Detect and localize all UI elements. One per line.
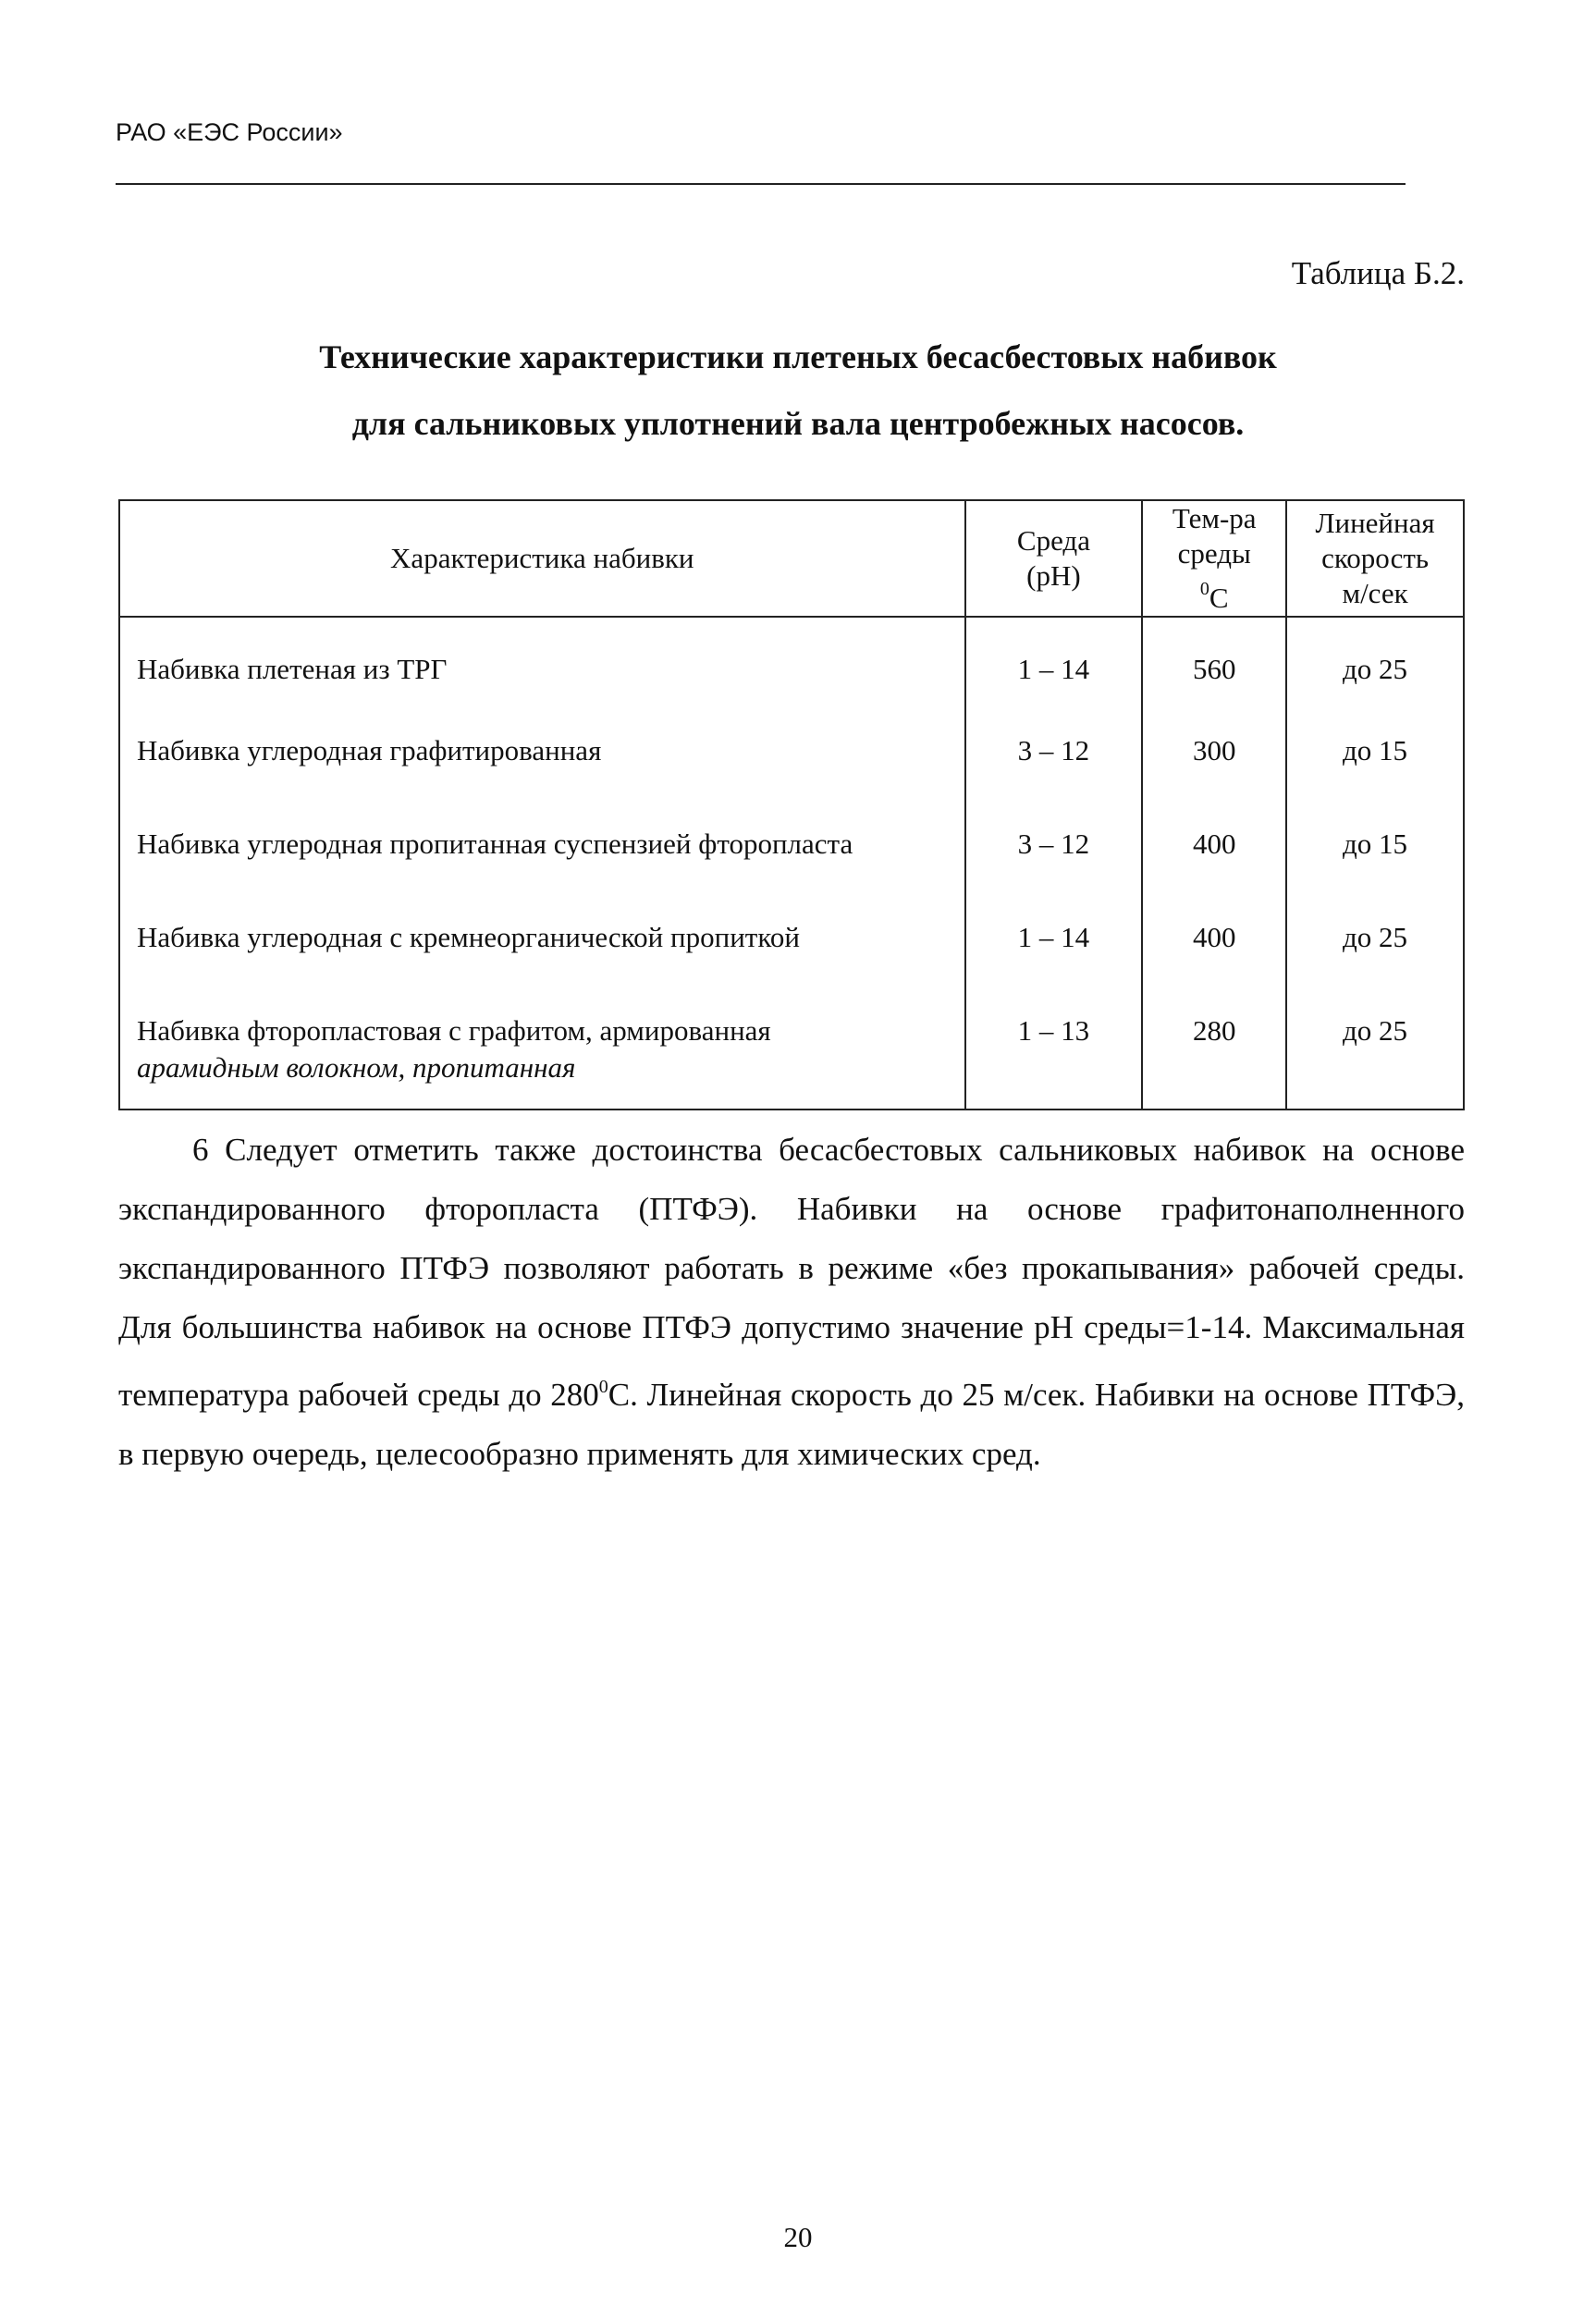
cell-temp: 560 — [1142, 617, 1286, 712]
paragraph-text — [118, 1121, 1465, 1484]
cell-name: Набивка углеродная графитированная — [119, 712, 965, 805]
cell-name: Набивка углеродная с кремнеорганической пропиткой — [119, 899, 965, 992]
degree-mark: 0 — [1199, 579, 1209, 599]
cell-name-line-1: Набивка фторопластовая с графитом, армированная — [137, 1014, 771, 1047]
table-row — [119, 992, 1464, 1110]
table-title-line-2: для сальниковых уплотнений вала центробежных насосов. — [351, 405, 1245, 442]
header-speed-line-3: м/сек — [1342, 577, 1408, 609]
header-temp-unit — [1143, 571, 1285, 616]
header-medium-line-1: Среда — [1016, 524, 1090, 557]
cell-ph: 1 – 14 — [965, 617, 1143, 712]
paragraph-part-1: 6 Следует отметить также достоинства бесасбестовых сальниковых набивок на основе экспандированного фторопласта (ПТФЭ). Набивки на основе графитонаполненного экспандированного ПТФЭ позволяют работать в режиме «без прокапывания» рабочей среды. Для большинства набивок на основе ПТФЭ допустимо значение pH среды=1-14. Максимальная температура рабочей среды до 280 — [118, 1132, 1465, 1413]
header-organization: РАО «ЕЭС России» — [116, 118, 343, 146]
cell-ph: 3 – 12 — [965, 712, 1143, 805]
cell-temp: 400 — [1142, 805, 1286, 899]
page-number: 20 — [783, 2221, 813, 2253]
table-title — [0, 324, 1596, 457]
cell-speed: до 15 — [1286, 805, 1464, 899]
cell-ph: 1 – 13 — [965, 992, 1143, 1110]
table-number: Таблица Б.2. — [1291, 255, 1465, 291]
header-medium-ph — [965, 500, 1143, 617]
cell-speed: до 25 — [1286, 899, 1464, 992]
body-paragraph — [118, 1121, 1465, 1484]
table-row — [119, 805, 1464, 899]
cell-ph: 3 – 12 — [965, 805, 1143, 899]
header-temp-line-1: Тем-ра — [1172, 502, 1257, 534]
degree-mark: 0 — [598, 1377, 608, 1397]
table-title-line-1: Технические характеристики плетеных бесасбестовых набивок — [319, 338, 1277, 375]
table-header-row — [119, 500, 1464, 617]
paragraph-part-2: С. Линейная скорость до 25 м/сек. Набивки на основе ПТФЭ, в первую очередь, целесообразно применять для химических сред. — [118, 1377, 1465, 1472]
header-speed-line-1: Линейная — [1315, 507, 1435, 539]
cell-temp: 300 — [1142, 712, 1286, 805]
header-linear-speed — [1286, 500, 1464, 617]
table-row — [119, 712, 1464, 805]
cell-temp: 400 — [1142, 899, 1286, 992]
header-temp-unit-letter: С — [1209, 582, 1229, 614]
cell-speed: до 25 — [1286, 617, 1464, 712]
cell-ph: 1 – 14 — [965, 899, 1143, 992]
header-temperature — [1142, 500, 1286, 617]
header-temp-line-2: среды — [1177, 537, 1251, 570]
cell-name: Набивка плетеная из ТРГ — [119, 617, 965, 712]
cell-name — [119, 992, 965, 1110]
packing-spec-table — [118, 499, 1465, 1110]
cell-name-line-2: арамидным волокном, пропитанная — [137, 1051, 576, 1084]
cell-speed: до 25 — [1286, 992, 1464, 1110]
cell-temp: 280 — [1142, 992, 1286, 1110]
cell-speed: до 15 — [1286, 712, 1464, 805]
table-row — [119, 899, 1464, 992]
table-row — [119, 617, 1464, 712]
header-speed-line-2: скорость — [1321, 542, 1430, 574]
header-medium-line-2: (pH) — [1026, 559, 1081, 592]
header-divider — [116, 183, 1406, 185]
cell-name: Набивка углеродная пропитанная суспензией фторопласта — [119, 805, 965, 899]
header-characteristic: Характеристика набивки — [119, 500, 965, 617]
